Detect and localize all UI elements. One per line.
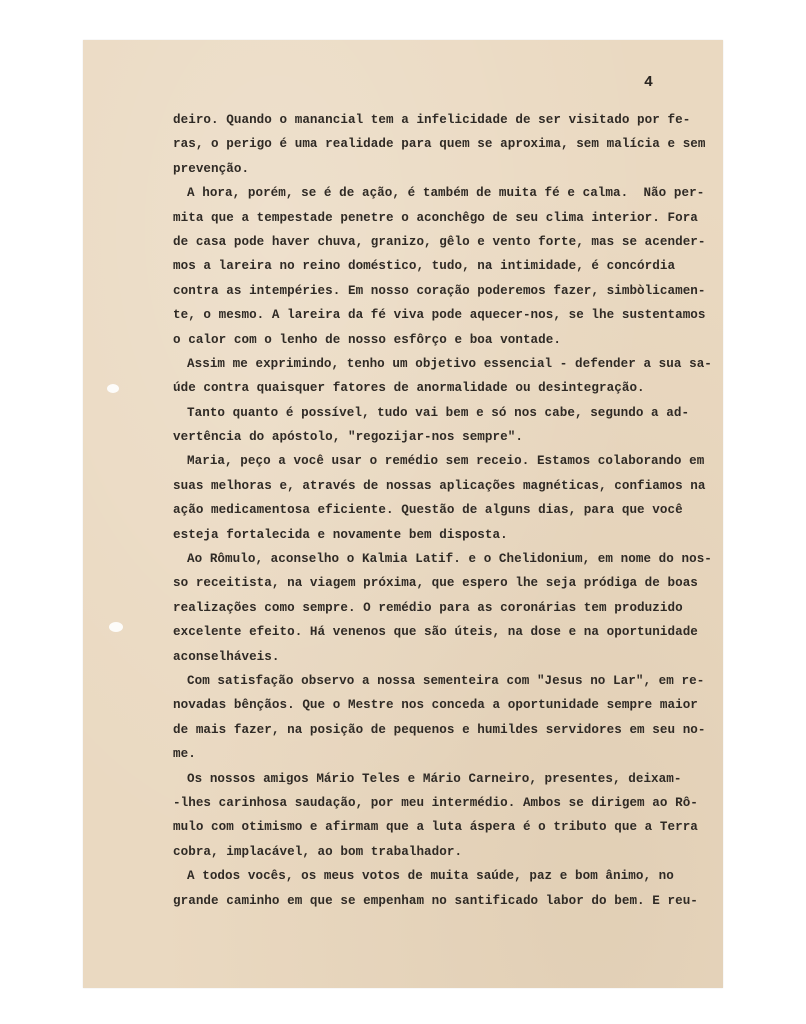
- paper-stain: [109, 622, 123, 632]
- text-line: novadas bênçãos. Que o Mestre nos conceda a oportunidade sempre maior: [173, 698, 698, 713]
- text-line: mita que a tempestade penetre o aconchêgo de seu clima interior. Fora: [173, 210, 698, 225]
- text-line: Ao Rômulo, aconselho o Kalmia Latif. e o Chelidonium, em nome do nos-: [187, 552, 712, 567]
- text-line: Os nossos amigos Mário Teles e Mário Carneiro, presentes, deixam-: [187, 771, 682, 786]
- typewritten-page: [83, 40, 723, 988]
- text-line: mos a lareira no reino doméstico, tudo, na intimidade, é concórdia: [173, 259, 676, 274]
- text-line: ação medicamentosa eficiente. Questão de alguns dias, para que você: [173, 503, 683, 518]
- text-line: contra as intempéries. Em nosso coração poderemos fazer, simbòlicamen-: [173, 283, 706, 298]
- text-line: Com satisfação observo a nossa sementeira com "Jesus no Lar", em re-: [187, 673, 705, 688]
- text-line: A hora, porém, se é de ação, é também de muita fé e calma. Não per-: [187, 186, 705, 201]
- text-line: úde contra quaisquer fatores de anormalidade ou desintegração.: [173, 381, 645, 396]
- text-line: -lhes carinhosa saudação, por meu intermédio. Ambos se dirigem ao Rô-: [173, 795, 698, 810]
- text-line: Tanto quanto é possível, tudo vai bem e só nos cabe, segundo a ad-: [187, 405, 690, 420]
- text-line: Assim me exprimindo, tenho um objetivo essencial - defender a sua sa-: [187, 356, 712, 371]
- text-line: A todos vocês, os meus votos de muita saúde, paz e bom ânimo, no: [187, 869, 674, 884]
- paper-stain: [107, 384, 119, 393]
- text-line: realizações como sempre. O remédio para as coronárias tem produzido: [173, 600, 683, 615]
- text-line: vertência do apóstolo, "regozijar-nos sempre".: [173, 430, 523, 445]
- text-line: deiro. Quando o manancial tem a infelicidade de ser visitado por fe-: [173, 113, 691, 127]
- text-line: me.: [173, 747, 196, 762]
- text-line: te, o mesmo. A lareira da fé viva pode aquecer-nos, se lhe sustentamos: [173, 308, 706, 323]
- text-line: Maria, peço a você usar o remédio sem receio. Estamos colaborando em: [187, 454, 705, 469]
- text-line: esteja fortalecida e novamente bem disposta.: [173, 527, 508, 542]
- text-line: so receitista, na viagem próxima, que espero lhe seja pródiga de boas: [173, 576, 698, 591]
- page-number: 4: [644, 74, 654, 91]
- text-line: ras, o perigo é uma realidade para quem se aproxima, sem malícia e sem: [173, 137, 706, 152]
- text-line: de mais fazer, na posição de pequenos e humildes servidores em seu no-: [173, 722, 706, 737]
- text-line: de casa pode haver chuva, granizo, gêlo e vento forte, mas se acender-: [173, 234, 706, 249]
- text-line: aconselháveis.: [173, 649, 280, 664]
- letter-body: [173, 108, 712, 913]
- text-line: suas melhoras e, através de nossas aplicações magnéticas, confiamos na: [173, 478, 706, 493]
- text-line: excelente efeito. Há venenos que são úteis, na dose e na oportunidade: [173, 625, 698, 640]
- text-line: mulo com otimismo e afirmam que a luta áspera é o tributo que a Terra: [173, 820, 698, 835]
- text-line: o calor com o lenho de nosso esfôrço e boa vontade.: [173, 332, 561, 347]
- text-line: grande caminho em que se empenham no santificado labor do bem. E reu-: [173, 893, 698, 908]
- text-line: cobra, implacável, ao bom trabalhador.: [173, 844, 463, 859]
- text-line: prevenção.: [173, 161, 250, 176]
